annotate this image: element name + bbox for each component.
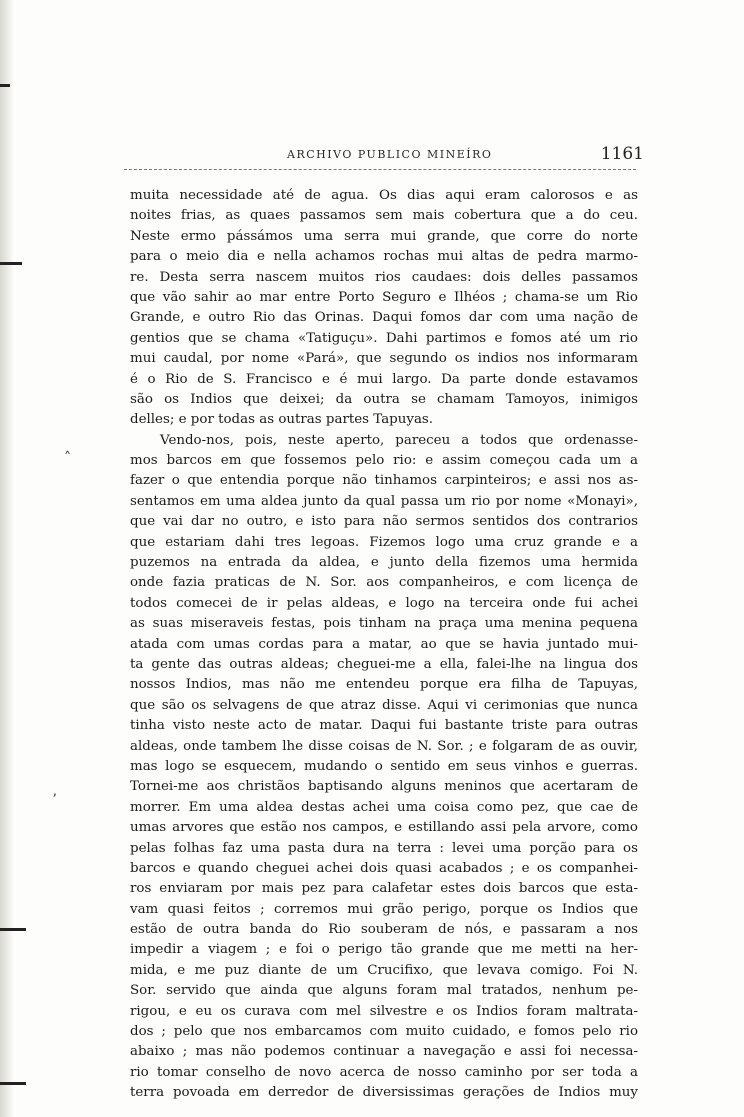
text-line: estão de outra banda do Rio souberam de nós, e passaram a nos [130,922,638,938]
edge-mark-4 [0,1082,26,1085]
margin-mark-2: ʼ [52,792,57,808]
edge-mark-2 [0,262,22,265]
text-line: nossos Indios, mas não me entendeu porque era filha de Tapuyas, [130,677,638,693]
text-line: muita necessidade até de agua. Os dias aqui eram calorosos e as [130,188,638,203]
text-line: ros enviaram por mais pez para calafetar estes dois barcos que esta- [130,881,638,897]
text-line: todos comecei de ir pelas aldeas, e logo na terceira onde fui achei [130,595,638,611]
text-line: ta gente das outras aldeas; cheguei-me a ella, falei-lhe na lingua dos [130,656,638,672]
text-line: mui caudal, por nome «Pará», que segundo os indios nos informaram [130,351,638,367]
text-line: tinha visto neste acto de matar. Daqui fui bastante triste para outras [130,718,638,734]
text-line: Grande, e outro Rio das Orinas. Daqui fomos dar com uma nação de [130,310,638,326]
text-line: pelas folhas faz uma pasta dura na terra : levei uma porção para os [130,840,638,856]
text-line: que estariam dahi tres legoas. Fizemos logo uma cruz grande e a [130,534,638,550]
text-line: abaixo ; mas não podemos continuar a navegação e assi foi necessa- [130,1044,638,1060]
text-line: barcos e quando cheguei achei dois quasi acabados ; e os companhei- [130,860,638,876]
text-line: Neste ermo pássámos uma serra mui grande, que corre do norte [130,228,638,244]
text-line: onde fazia praticas de N. Sor. aos companheiros, e com licença de [130,575,638,591]
text-line: aldeas, onde tambem lhe disse coisas de N. Sor. ; e folgaram de as ouvir, [130,738,638,754]
body-text [130,186,638,1104]
text-line: impedir a viagem ; e foi o perigo tão grande que me metti na her- [130,942,638,958]
edge-mark-3 [0,928,26,931]
text-line: terra povoada em derredor de diversissimas gerações de Indios muy [130,1085,638,1101]
text-line: Vendo-nos, pois, neste aperto, pareceu a todos que ordenasse- [160,432,638,448]
text-line: rigou, e eu os curava com mel silvestre e os Indios foram maltrata- [130,1003,638,1019]
text-line: mos barcos em que fossemos pelo rio: e assim começou cada um a [130,453,638,469]
running-header-title: ARCHIVO PUBLICO MINEÍRO [287,148,493,161]
text-line: mida, e me puz diante de um Crucifixo, que levava comigo. Foi N. [130,962,638,978]
text-line: Tornei-me aos christãos baptisando alguns meninos que acertaram de [130,779,638,795]
text-line: morrer. Em uma aldea destas achei uma coisa como pez, que cae de [130,799,638,815]
text-line: fazer o que entendia porque não tinhamos carpinteiros; e assi nos as- [130,473,638,489]
text-line: sentamos em uma aldea junto da qual passa um rio por nome «Monayi», [130,493,638,509]
text-line: re. Desta serra nascem muitos rios caudaes: dois delles passamos [130,269,638,285]
edge-mark-1 [0,84,10,87]
page-number: 1161 [600,144,644,164]
text-line: delles; e por todas as outras partes Tapuyas. [130,412,434,428]
header-rule [124,169,636,171]
margin-mark-1: ˄ [64,450,71,466]
text-line: é o Rio de S. Francisco e é mui largo. Da parte donde estavamos [130,371,638,387]
text-line: que vão sahir ao mar entre Porto Seguro e Ilhéos ; chama-se um Rio [130,289,638,305]
text-line: que vai dar no outro, e isto para não sermos sentidos dos contrarios [130,514,638,530]
text-line: noites frias, as quaes passamos sem mais cobertura que a do ceu. [130,208,638,224]
text-line: gentios que se chama «Tatiguçu». Dahi partimos e fomos até um rio [130,330,638,346]
text-line: são os Indios que deixei; da outra se chamam Tamoyos, inimigos [130,391,638,407]
text-line: puzemos na entrada da aldea, e junto della fizemos uma hermida [130,555,638,571]
text-line: Sor. servido que ainda que alguns foram mal tratados, nenhum pe- [130,983,638,999]
text-line: rio tomar conselho de novo acerca de nosso caminho por ser toda a [130,1064,638,1080]
text-line: as suas miseraveis festas, pois tinham na praça uma menina pequena [130,616,638,632]
text-line: atada com umas cordas para a matar, ao que se havia juntado mui- [130,636,638,652]
text-line: vam quasi feitos ; corremos mui grão perigo, porque os Indios que [130,901,638,917]
page-edge-shadow [0,0,14,1117]
text-line: que são os selvagens de que atraz disse. Aqui vi cerimonias que nunca [130,697,638,713]
running-header [124,144,644,166]
text-line: umas arvores que estão nos campos, e estillando assi pela arvore, como [130,820,638,836]
text-line: mas logo se esquecem, mudando o sentido em seus vinhos e guerras. [130,758,638,774]
text-line: para o meio dia e nella achamos rochas mui altas de pedra marmo- [130,249,638,265]
text-line: dos ; pelo que nos embarcamos com muito cuidado, e fomos pelo rio [130,1024,638,1040]
